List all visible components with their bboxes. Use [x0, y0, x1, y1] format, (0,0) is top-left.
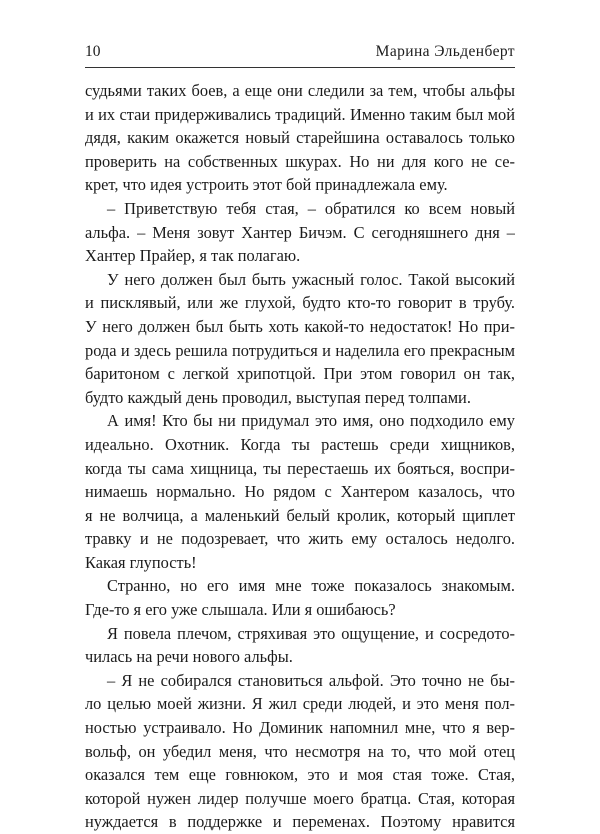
text-line: и писклявый, или же глухой, будто кто-то говорит в трубу. [85, 293, 515, 313]
text-line: проверить на собственных шкурах. Но ни для кого не се- [85, 151, 515, 171]
text-line: ло целью моей жизни. Я жил среди людей, и это меня пол- [85, 694, 515, 714]
text-line: Где-то я его уже слышала. Или я ошибаюсь? [85, 600, 396, 620]
text-line: – Приветствую тебя стая, – обратился ко всем новый [107, 198, 515, 218]
text-line: травку и не подозревает, что жить ему осталось недолго. [85, 529, 515, 549]
text-line: Какая глупость! [85, 552, 197, 572]
text-line: будто каждый день проводил, выступая перед толпами. [85, 387, 471, 407]
text-line: оказался тем еще говнюком, это и моя стая тоже. Стая, [85, 765, 515, 785]
text-line: У него должен был быть хоть какой-то недостаток! Но при- [85, 316, 515, 336]
text-line: которой нужен лидер получше моего братца. Стая, которая [85, 788, 515, 808]
text-line: альфа. – Меня зовут Хантер Бичэм. С сегодняшнего дня – [85, 222, 515, 242]
text-line: ностью устраивало. Но Доминик напомнил мне, что я вер- [85, 718, 515, 738]
text-line: А имя! Кто бы ни придумал это имя, оно подходило ему [107, 411, 515, 431]
page-header [85, 42, 515, 62]
text-line: когда ты сама хищница, ты перестаешь их бояться, воспри- [85, 458, 515, 478]
page-number: 10 [85, 43, 101, 60]
header-rule [85, 67, 515, 68]
text-line: У него должен был быть ужасный голос. Такой высокий [107, 269, 515, 289]
text-line: дядя, каким окажется новый старейшина оставалось только [85, 128, 515, 148]
text-line: судьями таких боев, а еще они следили за тем, чтобы альфы [85, 81, 515, 100]
text-line: чилась на речи нового альфы. [85, 647, 293, 667]
text-line: вольф, он убедил меня, что несмотря на то, что мой отец [85, 741, 515, 761]
text-line: баритоном с легкой хрипотцой. При этом говорил он так, [85, 364, 515, 384]
text-line: – Я не собирался становиться альфой. Это точно не бы- [107, 670, 515, 690]
text-line: нимаешь нормально. Но рядом с Хантером казалось, что [85, 482, 515, 502]
text-line: крет, что идея устроить этот бой принадлежала ему. [85, 175, 448, 195]
body-text [85, 79, 515, 834]
text-line: Странно, но его имя мне тоже показалось знакомым. [107, 576, 515, 596]
running-head-author: Марина Эльденберт [375, 43, 515, 60]
text-line: рода и здесь решила потрудиться и наделила его прекрасным [85, 340, 515, 360]
text-line: я не волчица, а маленький белый кролик, который щиплет [85, 505, 515, 525]
text-line: и их стаи придерживались традиций. Именно таким был мой [85, 104, 515, 124]
text-line: Я повела плечом, стряхивая это ощущение, и сосредото- [107, 623, 515, 643]
text-line: идеально. Охотник. Когда ты растешь среди хищников, [85, 434, 515, 454]
text-line: Хантер Прайер, я так полагаю. [85, 246, 301, 266]
text-line: нуждается в поддержке и переменах. Поэтому нравится [85, 812, 515, 832]
